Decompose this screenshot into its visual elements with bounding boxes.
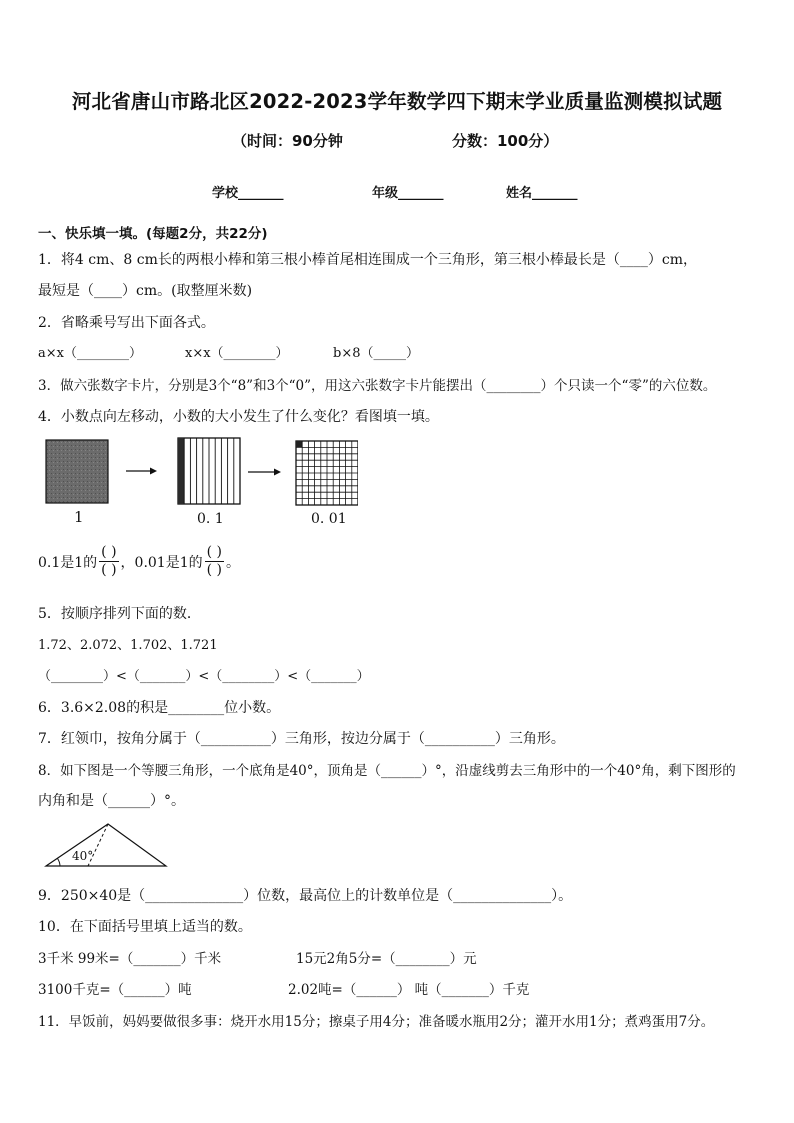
page-title: 河北省唐山市路北区2022-2023学年数学四下期末学业质量监测模拟试题 bbox=[71, 90, 723, 113]
fraction-numerator[interactable]: ( ) bbox=[206, 544, 223, 560]
question-2-c: b×8（_____） bbox=[333, 346, 419, 361]
question-1-line1: 1．将4 cm、8 cm长的两根小棒和第三根小棒首尾相连围成一个三角形，第三根小棒最长是（____）cm， bbox=[38, 252, 697, 268]
triangle bbox=[46, 824, 166, 866]
question-7: 7．红领巾，按角分属于（__________）三角形，按边分属于（__________）三角形。 bbox=[38, 731, 565, 747]
question-9: 9．250×40是（______________）位数，最高位上的计数单位是（______________）。 bbox=[38, 888, 573, 904]
exam-time: （时间：90分钟 bbox=[232, 132, 343, 150]
fraction-denominator[interactable]: ( ) bbox=[101, 562, 117, 578]
section-title: 一、快乐填一填。(每题2分，共22分) bbox=[38, 226, 268, 242]
question-2-stem: 2．省略乘号写出下面各式。 bbox=[38, 315, 215, 331]
angle-label: 40° bbox=[72, 849, 94, 863]
label-one: 1 bbox=[74, 508, 84, 526]
question-4-stem: 4．小数点向左移动，小数的大小发生了什么变化？看图填一填。 bbox=[38, 409, 439, 425]
hundredths-grid bbox=[296, 441, 358, 505]
question-8-line1: 8．如下图是一个等腰三角形，一个底角是40°，顶角是（______）°，沿虚线剪去三角形中的一个40°角，剩下图形的 bbox=[38, 763, 736, 779]
question-5-blanks: （________）<（_______）<（________）<（_______） bbox=[38, 669, 370, 684]
question-10-a: 3千米 99米=（_______）千米 bbox=[38, 951, 222, 967]
question-11: 11．早饭前，妈妈要做很多事：烧开水用15分；擦桌子用4分；准备暖水瓶用2分；灌开水用1分；煮鸡蛋用7分。 bbox=[38, 1014, 715, 1030]
name-field[interactable]: 姓名_______ bbox=[506, 186, 578, 201]
question-5-numbers: 1.72、2.072、1.702、1.721 bbox=[38, 638, 218, 653]
fraction-blank-1[interactable] bbox=[99, 544, 118, 579]
answer-prefix: 0.1是1的 bbox=[38, 554, 98, 571]
tenths-square bbox=[178, 438, 240, 504]
question-10-b: 15元2角5分=（________）元 bbox=[296, 951, 477, 967]
question-10-stem: 10．在下面括号里填上适当的数。 bbox=[38, 919, 252, 935]
angle-arc bbox=[58, 859, 61, 867]
arrow-2 bbox=[248, 469, 281, 476]
question-4-answer bbox=[38, 544, 240, 579]
whole-square bbox=[46, 440, 108, 503]
school-field[interactable]: 学校_______ bbox=[212, 186, 284, 201]
question-1-line2: 最短是（____）cm。(取整厘米数) bbox=[38, 283, 253, 299]
fraction-numerator[interactable]: ( ) bbox=[101, 544, 117, 560]
label-hundredth: 0. 01 bbox=[311, 511, 347, 527]
question-2-b: x×x（________） bbox=[185, 346, 289, 361]
arrow-1 bbox=[126, 468, 157, 475]
question-5-stem: 5．按顺序排列下面的数． bbox=[38, 606, 201, 622]
question-8-line2: 内角和是（______）°。 bbox=[38, 793, 185, 809]
isosceles-triangle-figure bbox=[44, 820, 170, 870]
question-10-c: 3100千克=（______）吨 bbox=[38, 982, 192, 998]
exam-score: 分数：100分） bbox=[452, 132, 559, 150]
grade-field[interactable]: 年级_______ bbox=[372, 186, 444, 201]
answer-end: 。 bbox=[226, 554, 241, 571]
question-2-a: a×x（________） bbox=[38, 346, 142, 361]
question-10-d: 2.02吨=（______） 吨（_______）千克 bbox=[288, 982, 530, 998]
fraction-denominator[interactable]: ( ) bbox=[206, 562, 223, 578]
label-tenth: 0. 1 bbox=[197, 511, 224, 527]
question-3: 3．做六张数字卡片，分别是3个“8”和3个“0”，用这六张数字卡片能摆出（________）个只读一个“零”的六位数。 bbox=[38, 378, 717, 394]
fraction-blank-2[interactable] bbox=[205, 544, 224, 579]
answer-middle: ，0.01是1的 bbox=[120, 554, 203, 571]
question-6: 6．3.6×2.08的积是________位小数。 bbox=[38, 700, 281, 716]
